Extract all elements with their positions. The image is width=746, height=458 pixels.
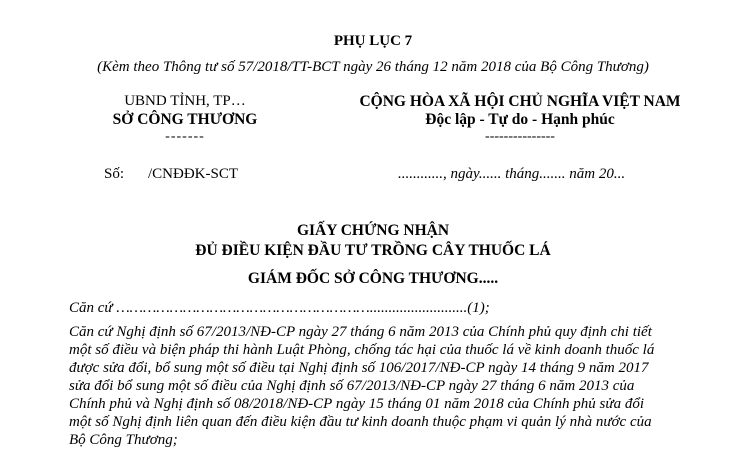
certificate-subject: ĐỦ ĐIỀU KIỆN ĐẦU TƯ TRỒNG CÂY THUỐC LÁ bbox=[195, 242, 551, 259]
right-header-separator: --------------- bbox=[485, 129, 555, 144]
appendix-subtitle: (Kèm theo Thông tư số 57/2018/TT-BCT ngày 26 tháng 12 năm 2018 của Bộ Công Thương) bbox=[97, 59, 649, 75]
legal-basis-2-line: sửa đổi bổ sung một số điều của Nghị định số 67/2013/NĐ-CP ngày 27 tháng 6 năm 2013 của bbox=[69, 378, 635, 394]
legal-basis-2-line: một số điều và biện pháp thi hành Luật Phòng, chống tác hại của thuốc lá về kinh doanh thuốc lá bbox=[69, 342, 655, 358]
document-date: ............, ngày...... tháng....... năm 20... bbox=[398, 166, 626, 182]
certificate-title: GIẤY CHỨNG NHẬN bbox=[296, 222, 450, 239]
legal-basis-1: Căn cứ …………………………………………………..........................(1); bbox=[69, 300, 490, 316]
national-title: CỘNG HÒA XÃ HỘI CHỦ NGHĨA VIỆT NAM bbox=[359, 93, 681, 110]
legal-basis-2-line: được sửa đổi, bổ sung một số điều tại Nghị định số 106/2017/NĐ-CP ngày 14 tháng 9 năm 2017 bbox=[69, 360, 649, 376]
legal-basis-2-line: Bộ Công Thương; bbox=[69, 432, 178, 448]
legal-basis-2-line: Chính phủ và Nghị định số 08/2018/NĐ-CP ngày 15 tháng 01 năm 2018 của Chính phủ sửa đổi bbox=[69, 396, 644, 412]
issuing-department: SỞ CÔNG THƯƠNG bbox=[112, 111, 258, 128]
issuing-province: UBND TỈNH, TP… bbox=[124, 93, 246, 109]
national-motto: Độc lập - Tự do - Hạnh phúc bbox=[425, 111, 615, 128]
certificate-issuer: GIÁM ĐỐC SỞ CÔNG THƯƠNG..... bbox=[247, 270, 499, 287]
document-number-label: Số: bbox=[104, 166, 125, 182]
legal-basis-2-line: một số Nghị định liên quan đến điều kiện đầu tư kinh doanh thuộc phạm vi quản lý nhà nước của bbox=[69, 414, 652, 430]
legal-basis-2-line: Căn cứ Nghị định số 67/2013/NĐ-CP ngày 27 tháng 6 năm 2013 của Chính phủ quy định chi tiết bbox=[69, 324, 652, 340]
appendix-title: PHỤ LỤC 7 bbox=[333, 33, 413, 49]
document-number-value: /CNĐĐK-SCT bbox=[148, 166, 239, 182]
left-header-separator: ------- bbox=[165, 129, 205, 144]
